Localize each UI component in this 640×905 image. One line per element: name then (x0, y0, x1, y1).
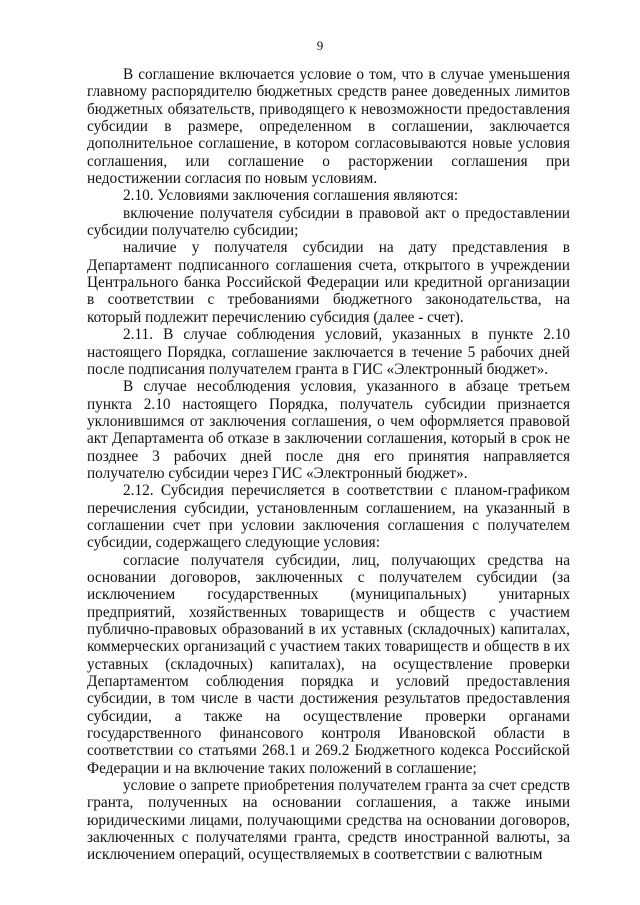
paragraph-currency-prohibition: условие о запрете приобретения получателем гранта за счет средств гранта, полученных на основании соглашения, а также иными юридическими лицами, получающими средства на основании договоров, заключенных с получателями гранта, средств иностранной валюты, за исключением операций, осуществляемых в соответствии с валютным (87, 777, 570, 864)
paragraph-2-10-heading: 2.10. Условиями заключения соглашения являются: (123, 187, 459, 205)
paragraph-2-11: 2.11. В случае соблюдения условий, указанных в пункте 2.10 настоящего Порядка, соглашение заключается в течение 5 рабочих дней после подписания получателем гранта в ГИС «Электронный бюджет». (87, 326, 570, 378)
page-number: 9 (316, 38, 324, 53)
paragraph-2-12: 2.12. Субсидия перечисляется в соответствии с планом-графиком перечисления субсидии, установленным соглашением, на указанный в соглашении счет при условии заключения соглашения с получателем субсидии, содержащего следующие условия: (87, 482, 570, 552)
paragraph-condition-legal-act: включение получателя субсидии в правовой акт о предоставлении субсидии получателю субсидии; (87, 204, 570, 240)
paragraph-condition-account: наличие у получателя субсидии на дату представления в Департамент подписанного соглашения счета, открытого в учреждении Центрального банка Российской Федерации или кредитной организации в соответствии с требованиями бюджетного законодательства, на который подлежит перечислению субсидия (далее - счет). (87, 239, 570, 326)
paragraph-budget-limits: В соглашение включается условие о том, что в случае уменьшения главному распорядителю бюджетных средств ранее доведенных лимитов бюджетных обязательств, приводящего к невозможности предоставления субсидии в размере, определенном в соглашении, заключается дополнительное соглашение, в котором согласовываются новые условия соглашения, или соглашение о расторжении соглашения при недостижении согласия по новым условиям. (87, 66, 570, 188)
paragraph-non-compliance: В случае несоблюдения условия, указанного в абзаце третьем пункта 2.10 настоящего Порядка, получатель субсидии признается уклонившимся от заключения соглашения, о чем оформляется правовой акт Департамента об отказе в заключении соглашения, который в срок не позднее 3 рабочих дней после дня его принятия направляется получателю субсидии через ГИС «Электронный бюджет». (87, 378, 570, 482)
paragraph-consent-inspection: согласие получателя субсидии, лиц, получающих средства на основании договоров, заключенных с получателем субсидии (за исключением государственных (муниципальных) унитарных предприятий, хозяйственных товариществ и обществ с участием публично-правовых образований в их уставных (складочных) капиталах, коммерческих организаций с участием таких товариществ и обществ в их уставных (складочных) капиталах), на осуществление проверки Департаментом соблюдения порядка и условий предоставления субсидии, в том числе в части достижения результатов предоставления субсидии, а также на осуществление проверки органами государственного финансового контроля Ивановской области в соответствии со статьями 268.1 и 269.2 Бюджетного кодекса Российской Федерации и на включение таких положений в соглашение; (87, 551, 570, 777)
document-body (87, 66, 570, 864)
